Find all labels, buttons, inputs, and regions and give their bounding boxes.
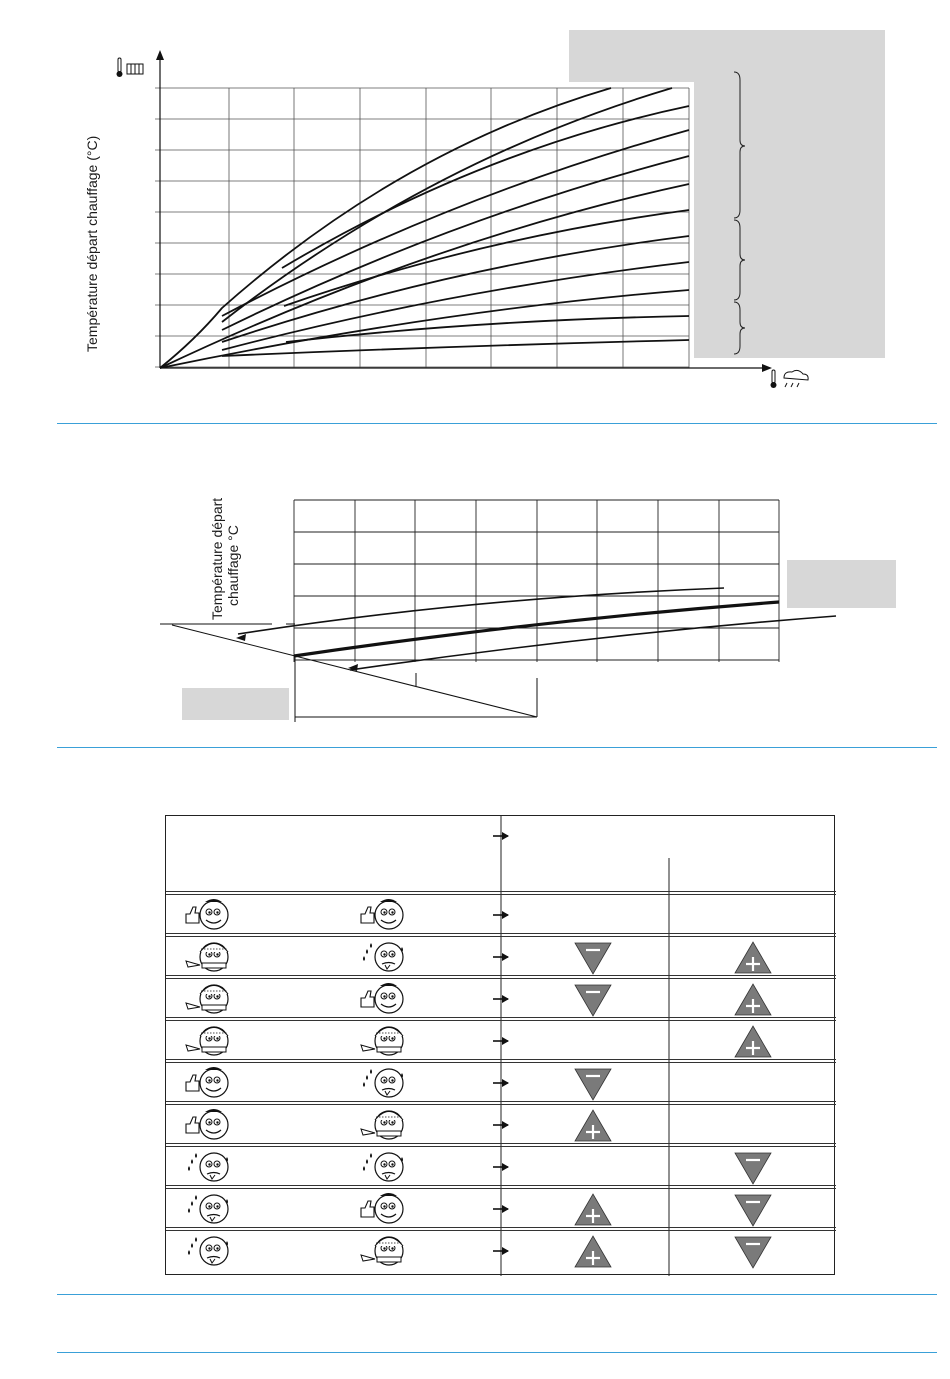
row-6-col2-minus-button-icon [735, 1153, 771, 1184]
row-1-col2-plus-button-icon [735, 942, 771, 973]
row-3-col2-plus-button-icon [735, 1026, 771, 1057]
table-graphics [166, 816, 836, 1276]
x-axis-arrow [762, 364, 772, 372]
row-3-left-cold-face-icon [186, 1027, 228, 1055]
chart2-y-label-line2: chauffage °C [225, 525, 241, 606]
outdoor-temperature-icon [771, 370, 809, 388]
heating-curves-chart [0, 0, 950, 420]
row-5-left-thumbs-up-face-icon [186, 1109, 228, 1139]
table-frame [165, 815, 835, 1275]
legend-gray-box [694, 82, 885, 358]
row-7-col2-minus-button-icon [735, 1195, 771, 1226]
row-8-right-cold-face-icon [361, 1237, 403, 1265]
row-7-right-thumbs-up-face-icon [361, 1193, 403, 1223]
row-1-col1-minus-button-icon [575, 943, 611, 974]
heating-curve-4 [222, 130, 689, 316]
row-1-right-hot-face-icon [363, 943, 403, 971]
offset-curve-main [294, 602, 779, 656]
row-7-left-hot-face-icon [188, 1195, 228, 1223]
radiator-temperature-icon [117, 58, 144, 77]
chart1-y-label: Température départ chauffage (°C) [84, 135, 100, 352]
heating-curve-offset-chart [0, 420, 950, 750]
chart2-y-label-line1: Température départ [209, 497, 225, 620]
setpoint-gray-box [182, 688, 289, 720]
section-divider-2 [57, 747, 937, 748]
row-4-col1-minus-button-icon [575, 1069, 611, 1100]
row-8-col1-plus-button-icon [575, 1236, 611, 1267]
chart-grid [294, 500, 779, 662]
legend-gray-box-top [569, 30, 885, 82]
row-2-right-thumbs-up-face-icon [361, 983, 403, 1013]
section-divider-3 [57, 1294, 937, 1295]
row-8-left-hot-face-icon [188, 1237, 228, 1265]
offset-gray-box [787, 560, 896, 608]
row-5-col1-plus-button-icon [575, 1110, 611, 1141]
row-2-col2-plus-button-icon [735, 984, 771, 1015]
row-2-left-cold-face-icon [186, 985, 228, 1013]
row-4-left-thumbs-up-face-icon [186, 1067, 228, 1097]
heating-curve-9 [222, 262, 689, 350]
section-divider-4 [57, 1352, 937, 1353]
row-2-col1-minus-button-icon [575, 985, 611, 1016]
row-0-left-thumbs-up-face-icon [186, 899, 228, 929]
offset-curve-lower [350, 616, 836, 670]
arrow-left-top [236, 634, 246, 641]
heating-curves [160, 88, 689, 368]
chart-grid [155, 88, 689, 368]
row-0-right-thumbs-up-face-icon [361, 899, 403, 929]
row-4-right-hot-face-icon [363, 1069, 403, 1097]
row-3-right-cold-face-icon [361, 1027, 403, 1055]
row-7-col1-plus-button-icon [575, 1194, 611, 1225]
row-5-right-cold-face-icon [361, 1111, 403, 1139]
row-8-col2-minus-button-icon [735, 1237, 771, 1268]
y-axis-arrow [156, 50, 164, 60]
row-6-right-hot-face-icon [363, 1153, 403, 1181]
adjustment-table [165, 815, 835, 1275]
offset-curve-upper [238, 588, 724, 634]
row-6-left-hot-face-icon [188, 1153, 228, 1181]
row-1-left-cold-face-icon [186, 943, 228, 971]
